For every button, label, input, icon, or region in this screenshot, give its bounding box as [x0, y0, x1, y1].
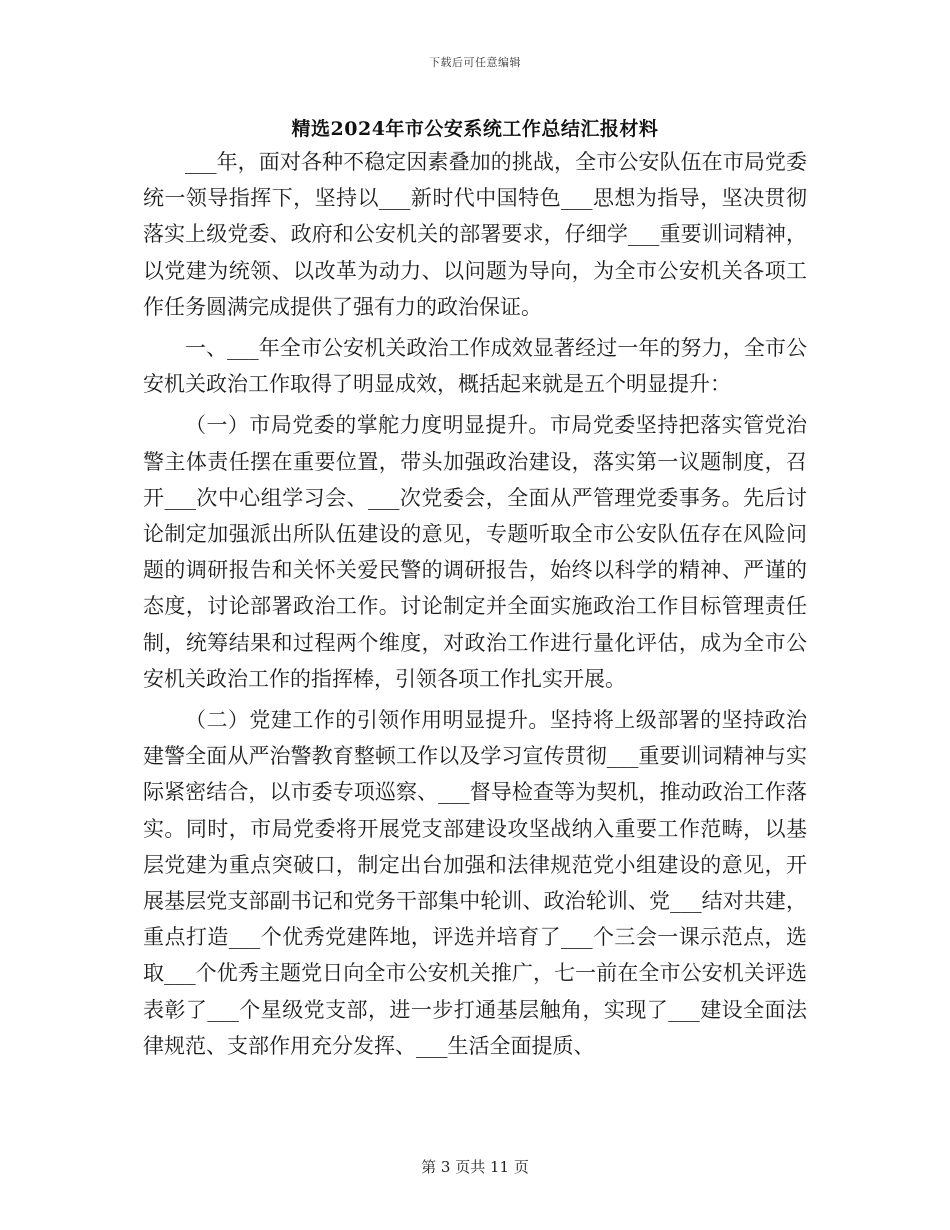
header-note: 下载后可任意编辑: [429, 56, 521, 69]
page-number: 第 3 页共 11 页: [421, 1158, 529, 1176]
paragraph-subsection-one: （一）市局党委的掌舵力度明显提升。市局党委坚持把落实管党治警主体责任摆在重要位置，带头加强政治建设，落实第一议题制度，召开___次中心组学习会、___次党委会，全面从严管理党委事务。先后讨论制定加强派出所队伍建设的意见，专题听取全市公安队伍存在风险问题的调研报告和关怀关爱民警的调研报告，始终以科学的精神、严谨的态度，讨论部署政治工作。讨论制定并全面实施政治工作目标管理责任制，统筹结果和过程两个维度，对政治工作进行量化评估，成为全市公安机关政治工作的指挥棒，引领各项工作扎实开展。: [143, 413, 807, 691]
paragraph-section-one: 一、___年全市公安机关政治工作成效显著经过一年的努力，全市公安机关政治工作取得了明显成效，概括起来就是五个明显提升：: [143, 336, 807, 397]
document-body: [143, 144, 807, 1064]
paragraph-subsection-two: （二）党建工作的引领作用明显提升。坚持将上级部署的坚持政治建警全面从严治警教育整顿工作以及学习宣传贯彻___重要训词精神与实际紧密结合，以市委专项巡察、___督导检查等为契机，推动政治工作落实。同时，市局党委将开展党支部建设攻坚战纳入重要工作范畴，以基层党建为重点突破口，制定出台加强和法律规范党小组建设的意见，开展基层党支部副书记和党务干部集中轮训、政治轮训、党___结对共建，重点打造___个优秀党建阵地，评选并培育了___个三会一课示范点，选取___个优秀主题党日向全市公安机关推广，七一前在全市公安机关评选表彰了___个星级党支部，进一步打通基层触角，实现了___建设全面法律规范、支部作用充分发挥、___生活全面提质、: [143, 708, 807, 1058]
paragraph-intro: ___年，面对各种不稳定因素叠加的挑战，全市公安队伍在市局党委统一领导指挥下，坚持以___新时代中国特色___思想为指导，坚决贯彻落实上级党委、政府和公安机关的部署要求，仔细学___重要训词精神，以党建为统领、以改革为动力、以问题为导向，为全市公安机关各项工作任务圆满完成提供了强有力的政治保证。: [143, 150, 807, 319]
document-title: 精选2024年市公安系统工作总结汇报材料: [291, 118, 659, 140]
